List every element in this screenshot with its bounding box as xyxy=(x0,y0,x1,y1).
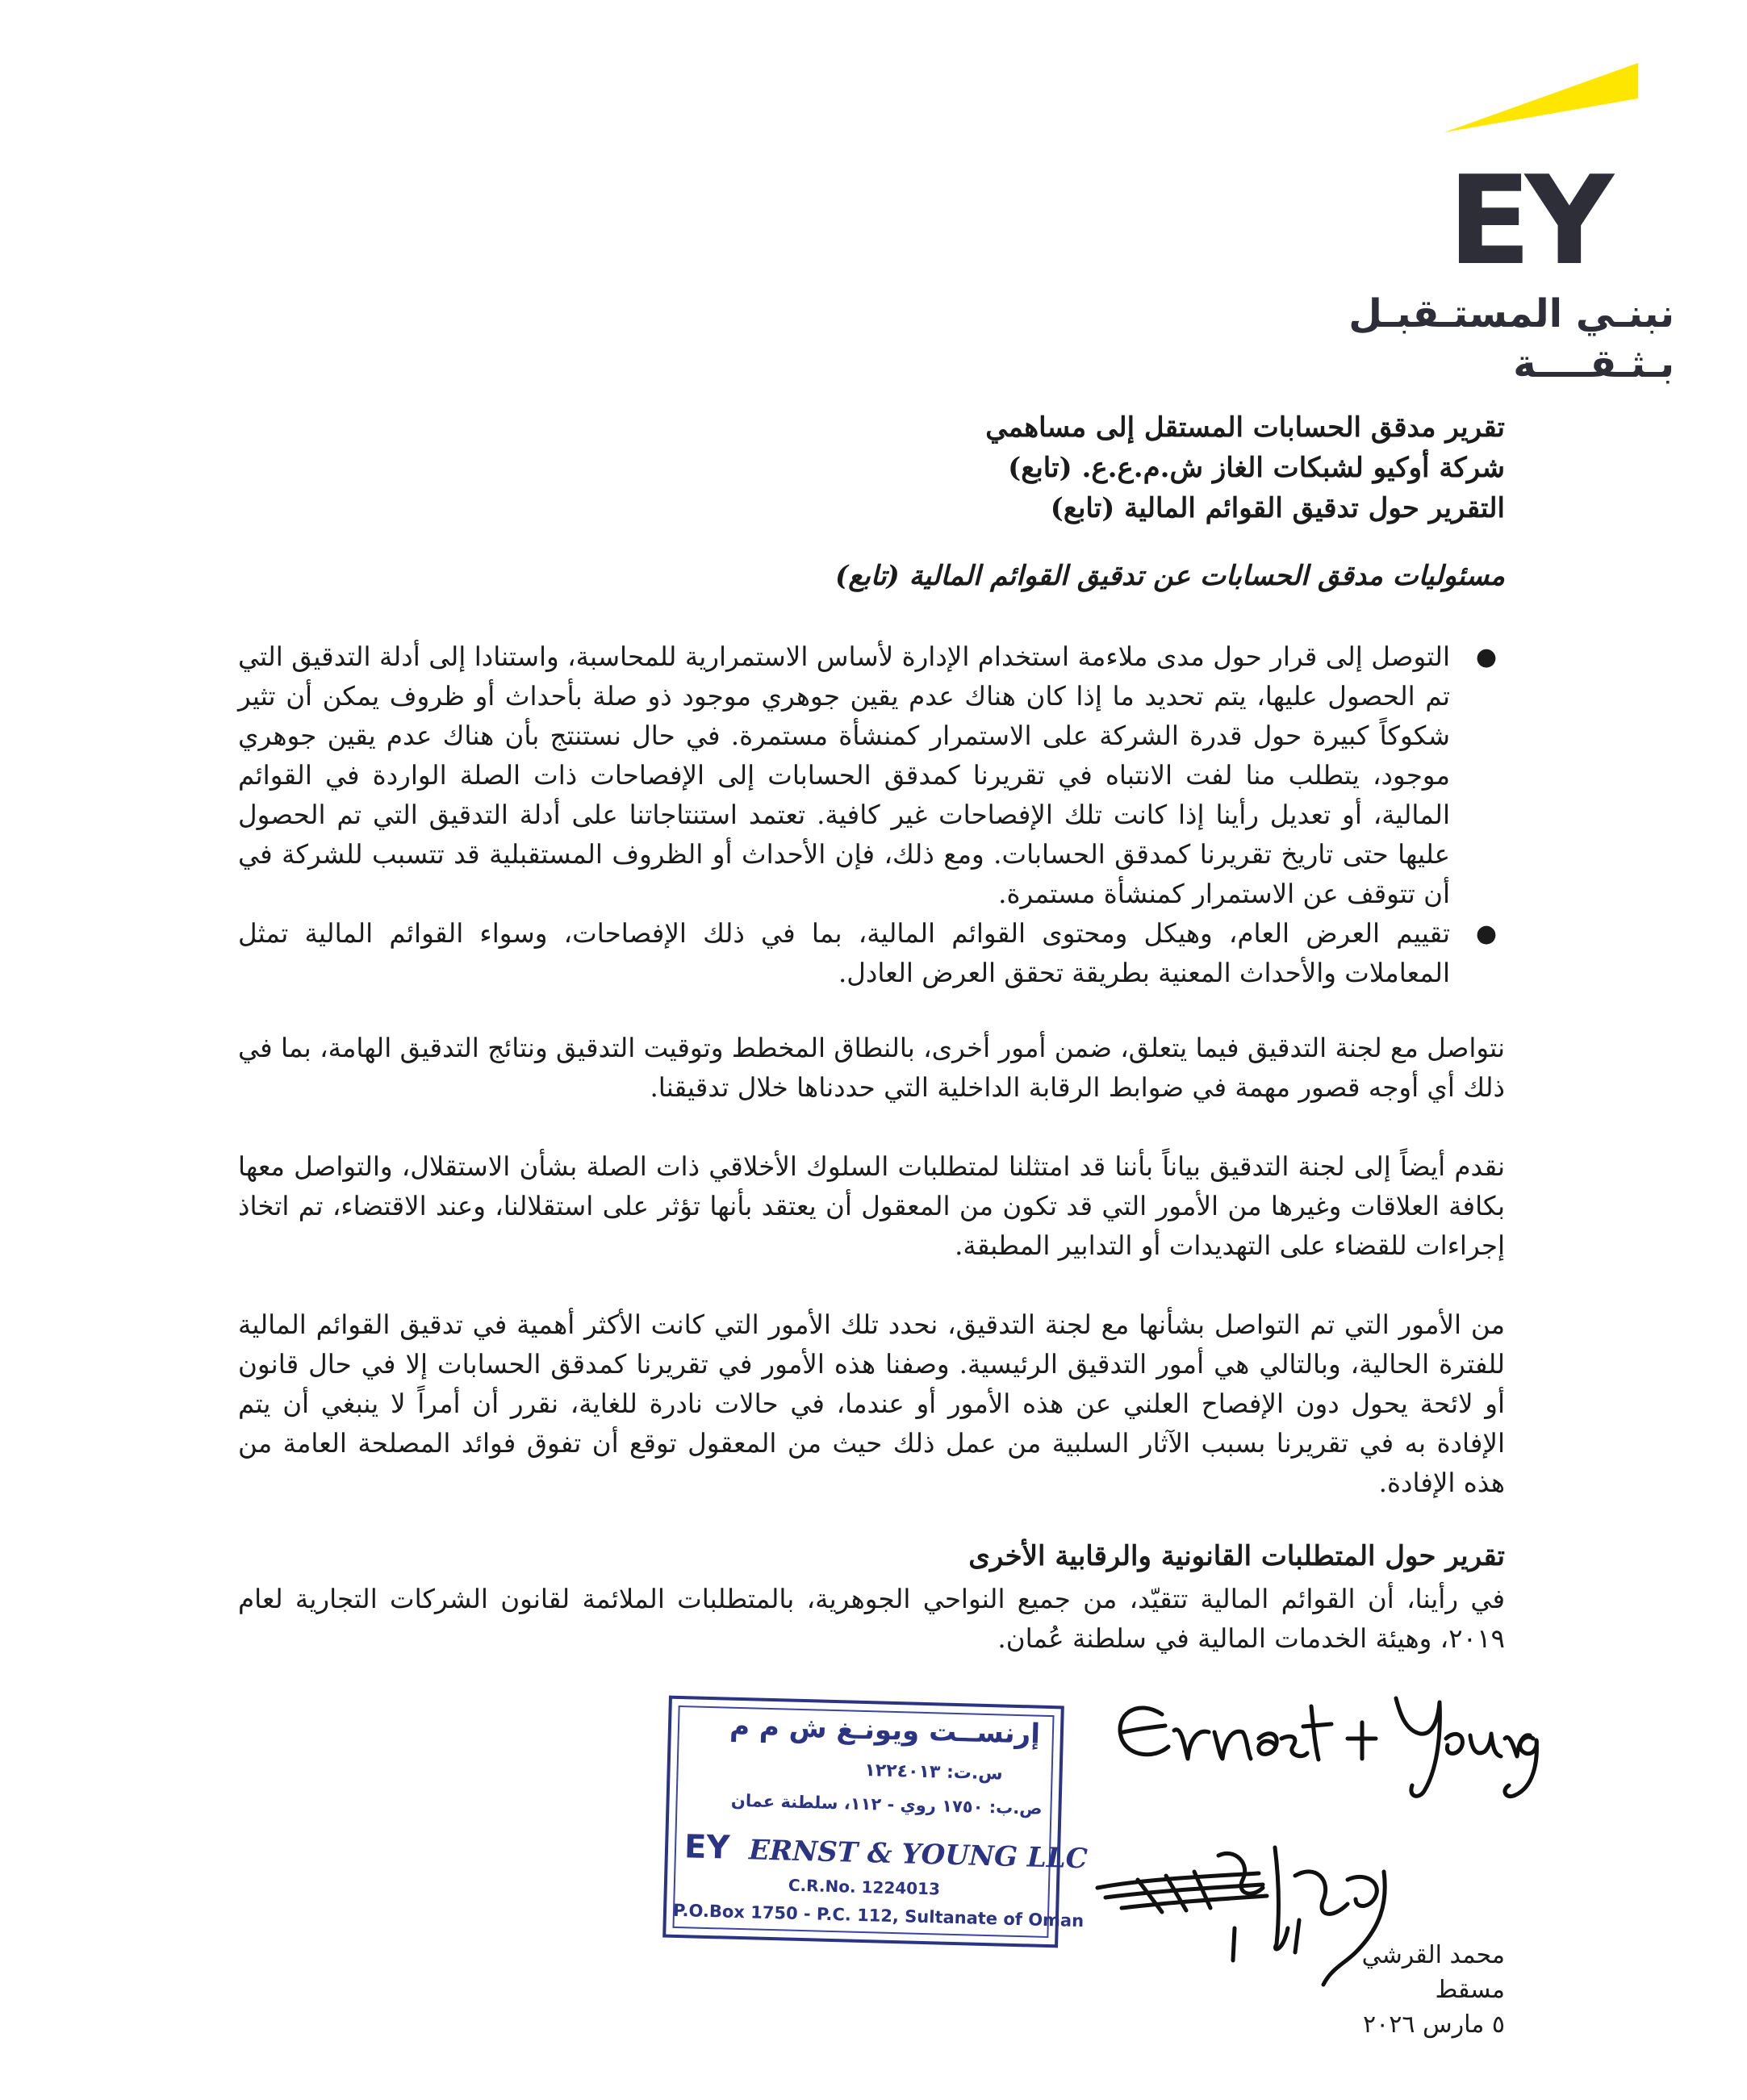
stamp-english-name: ERNST & YOUNG LLC xyxy=(748,1834,1089,1876)
legal-section-text: في رأينا، أن القوائم المالية تتقيّد، من جميع النواحي الجوهرية، بالمتطلبات الملائمة لقانون الشركات التجارية لعام ٢٠١٩، وهيئة الخدمات المالية في سلطنة عُمان. xyxy=(238,1584,1505,1654)
signer-block xyxy=(1263,1938,1505,2042)
bullet-text: التوصل إلى قرار حول مدى ملاءمة استخدام الإدارة لأساس الاستمرارية للمحاسبة، واستنادا إلى أدلة التدقيق التي تم الحصول عليها، يتم تحديد ما إذا كان هناك عدم يقين جوهري موجود ذو صلة بأحداث أو ظروف يمكن أن تثير شكوكاً كبيرة حول قدرة الشركة على الاستمرار كمنشأة مستمرة. في حال نستنتج بأن هناك عدم يقين جوهري موجود، يتطلب منا لفت الانتباه في تقريرنا كمدقق الحسابات إلى الإفصاحات ذات الصلة الواردة في القوائم المالية، أو تعديل رأينا إذا كانت تلك الإفصاحات غير كافية. تعتمد استنتاجاتنا على أدلة التدقيق التي تم الحصول عليها حتى تاريخ تقريرنا كمدقق الحسابات. ومع ذلك، فإن الأحداث أو الظروف المستقبلية قد تتسبب للشركة في أن تتوقف عن الاستمرار كمنشأة مستمرة. xyxy=(238,641,1450,909)
signer-city: مسقط xyxy=(1435,1976,1505,2004)
tagline-line-2: بـثـقــــة xyxy=(1513,341,1674,386)
stamp-english-address: P.O.Box 1750 - P.C. 112, Sultanate of Oman xyxy=(672,1900,1085,1931)
header-line-3: التقرير حول تدقيق القوائم المالية (تابع) xyxy=(1050,492,1505,524)
ey-logo xyxy=(1436,63,1646,273)
paragraph-independence: نقدم أيضاً إلى لجنة التدقيق بياناً بأننا قد امتثلنا لمتطلبات السلوك الأخلاقي ذات الصلة بشأن الاستقلال، والتواصل معها بكافة العلاقات وغيرها من الأمور التي قد تكون من المعقول أن يعتقد بأنها تؤثر على استقلالنا، وعند الاقتضاء، تم اتخاذ إجراءات للقضاء على التهديدات أو التدابير المطبقة. xyxy=(238,1151,1505,1261)
ey-logo-text: EY xyxy=(1448,149,1607,273)
responsibilities-subheading: مسئوليات مدقق الحسابات عن تدقيق القوائم المالية (تابع) xyxy=(835,560,1505,592)
paragraph-communication: نتواصل مع لجنة التدقيق فيما يتعلق، ضمن أمور أخرى، بالنطاق المخطط وتوقيت التدقيق ونتائج التدقيق الهامة، بما في ذلك أي أوجه قصور مهمة في ضوابط الرقابة الداخلية التي حددناها خلال تدقيقنا. xyxy=(238,1033,1505,1103)
stamp-arabic-name: إرنســت ويونـغ ش م م xyxy=(729,1710,1041,1751)
bullet-text: تقييم العرض العام، وهيكل ومحتوى القوائم المالية، بما في ذلك الإفصاحات، وسواء القوائم المالية تمثل المعاملات والأحداث المعنية بطريقة تحقق العرض العادل. xyxy=(238,918,1450,988)
bullet-list xyxy=(238,637,1505,993)
stamp-ey-mark: EY xyxy=(683,1828,730,1867)
signer-name: محمد القرشي xyxy=(1361,1941,1505,1969)
bullet-icon: ● xyxy=(1475,920,1497,948)
stamp-english-cr: C.R.No. 1224013 xyxy=(788,1875,941,1899)
stamp-arabic-cr: س.ت: ١٢٢٤٠١٣ xyxy=(864,1760,1003,1785)
ey-logo-icon xyxy=(1436,63,1646,273)
tagline-line-1: نبنـي المستـقبـل xyxy=(1348,291,1674,336)
header-line-2: شركة أوكيو لشبكات الغاز ش.م.ع.ع. (تابع) xyxy=(1008,452,1505,484)
company-stamp xyxy=(662,1696,1089,1948)
bullet-icon: ● xyxy=(1475,643,1497,671)
tagline xyxy=(1335,289,1674,389)
report-date: ٥ مارس ٢٠٢٦ xyxy=(1363,2010,1505,2039)
firm-signature xyxy=(1105,1682,1541,1803)
stamp-arabic-address: ص.ب: ١٧٥٠ روي - ١١٢، سلطنة عمان xyxy=(730,1790,1043,1818)
bullet-item xyxy=(238,914,1505,993)
header-line-1: تقرير مدقق الحسابات المستقل إلى مساهمي xyxy=(985,411,1505,444)
bullet-item xyxy=(238,637,1505,914)
paragraph-key-matters: من الأمور التي تم التواصل بشأنها مع لجنة التدقيق، نحدد تلك الأمور التي كانت الأكثر أهمية في تدقيق القوائم المالية للفترة الحالية، وبالتالي هي أمور التدقيق الرئيسية. وصفنا هذه الأمور في تقريرنا كمدقق الحسابات إلا في حال قانون أو لائحة يحول دون الإفصاح العلني عن هذه الأمور أو عندما، في حالات نادرة للغاية، نقرر أن أمراً لا ينبغي أن يتم الإفادة به في تقريرنا بسبب الآثار السلبية من عمل ذلك حيث من المعقول توقع أن تفوق فوائد المصلحة العامة من هذه الإفادة. xyxy=(238,1309,1506,1498)
legal-section-title: تقرير حول المتطلبات القانونية والرقابية الأخرى xyxy=(968,1540,1505,1572)
report-header xyxy=(698,407,1505,528)
